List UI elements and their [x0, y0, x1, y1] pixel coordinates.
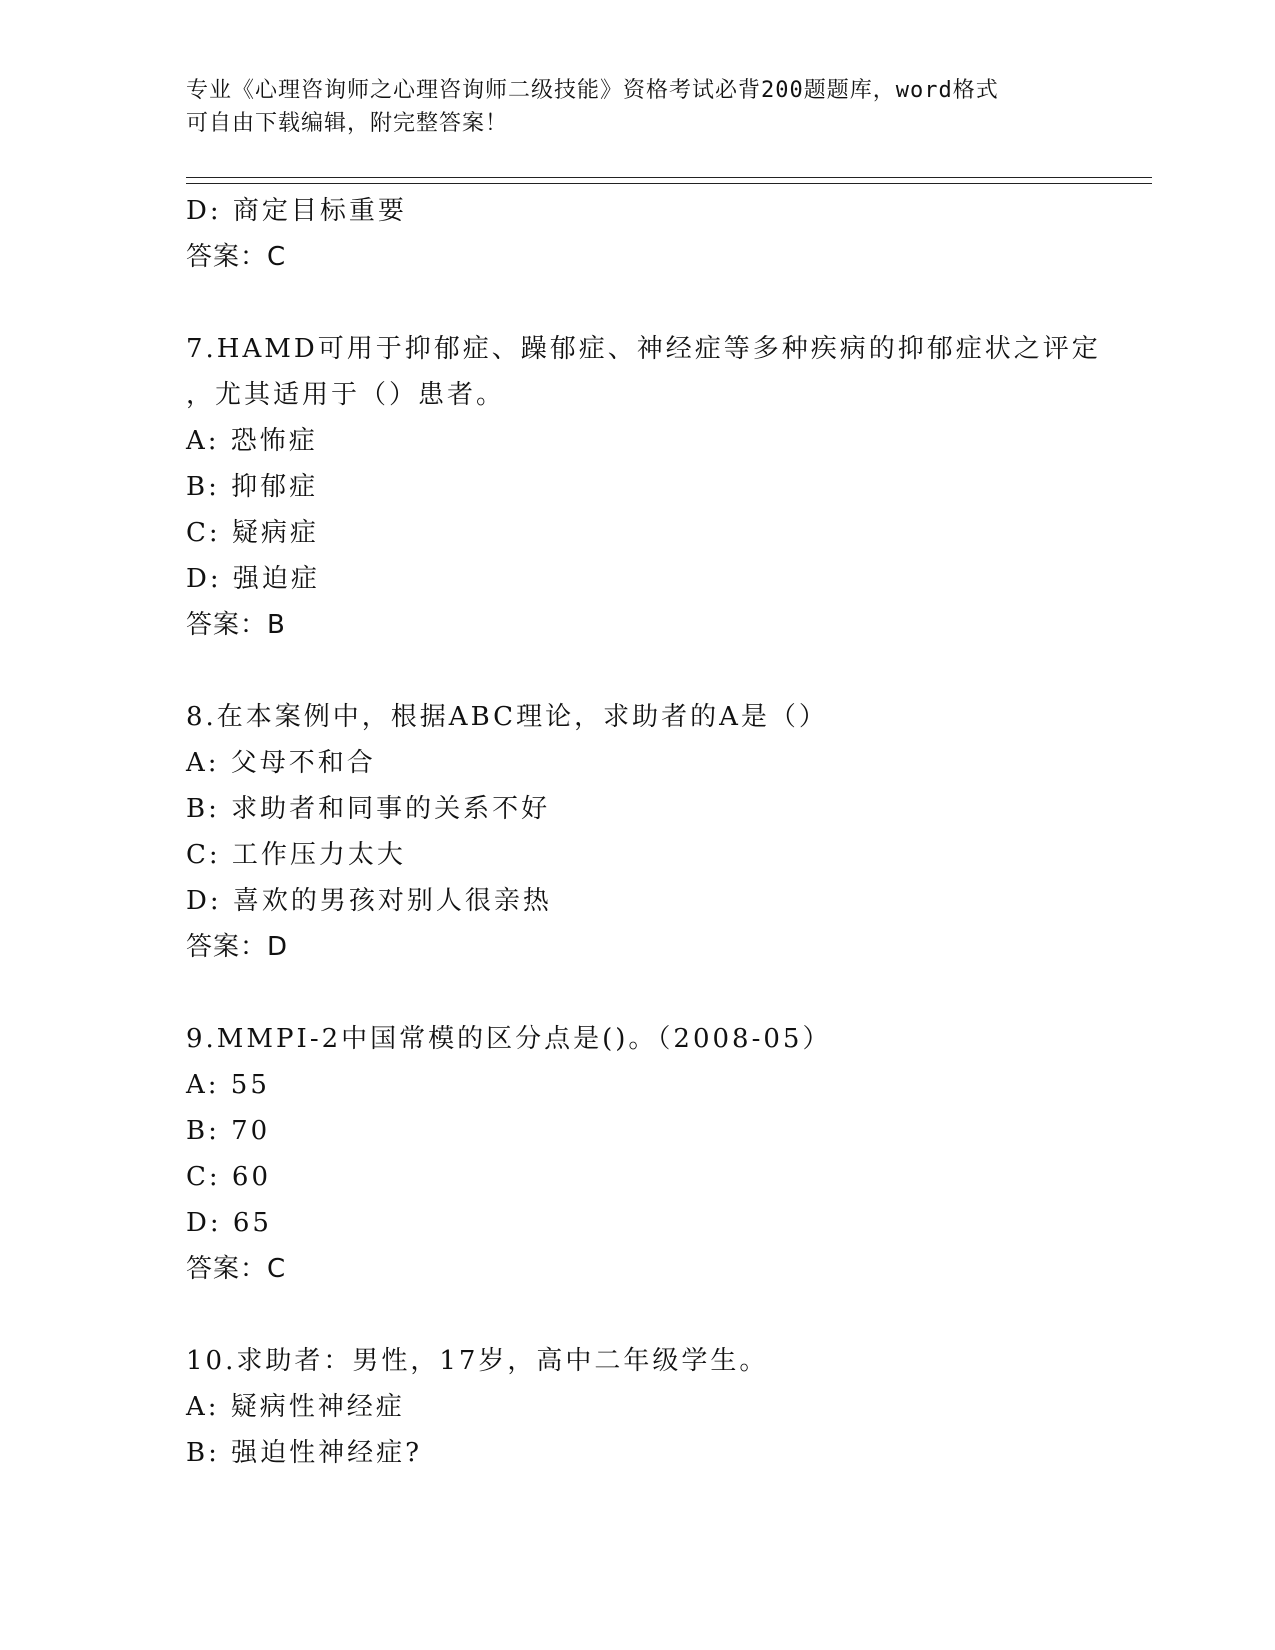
- question-9-option-a: A: 55: [186, 1070, 270, 1100]
- question-8-option-c: C: 工作压力太大: [186, 840, 406, 870]
- question-list: [186, 188, 1101, 1476]
- prev-option-d: D: 商定目标重要: [186, 196, 407, 226]
- question-10-stem: 10.求助者：男性，17岁，高中二年级学生。: [186, 1346, 769, 1376]
- question-gap: [186, 280, 1086, 326]
- question-10-option-a: A: 疑病性神经症: [186, 1392, 405, 1422]
- question-9-option-d: D: 65: [186, 1208, 272, 1238]
- question-8-option-a: A: 父母不和合: [186, 748, 376, 778]
- question-9-option-c: C: 60: [186, 1162, 272, 1192]
- question-9-stem: 9.MMPI-2中国常模的区分点是()。（2008-05）: [186, 1024, 832, 1054]
- header-divider-bottom: [186, 183, 1152, 184]
- question-gap: [186, 648, 1086, 694]
- question-gap: [186, 970, 1086, 1016]
- prev-answer: 答案：C: [186, 242, 287, 272]
- question-7-stem-line-2: ，尤其适用于（）患者。: [186, 380, 506, 410]
- question-8-option-d: D: 喜欢的男孩对别人很亲热: [186, 886, 552, 916]
- question-9-option-b: B: 70: [186, 1116, 271, 1146]
- question-10-option-b: B: 强迫性神经症?: [186, 1438, 423, 1468]
- question-gap: [186, 1292, 1086, 1338]
- question-8-stem: 8.在本案例中，根据ABC理论，求助者的A是（）: [186, 702, 828, 732]
- header-title-line-2: 可自由下载编辑，附完整答案！: [186, 111, 509, 136]
- question-7-option-a: A: 恐怖症: [186, 426, 318, 456]
- question-8-option-b: B: 求助者和同事的关系不好: [186, 794, 551, 824]
- header-title-line-1: 专业《心理咨询师之心理咨询师二级技能》资格考试必背200题题库，word格式: [186, 78, 999, 103]
- question-7-option-b: B: 抑郁症: [186, 472, 319, 502]
- document-header: [186, 74, 1086, 140]
- question-7-option-d: D: 强迫症: [186, 564, 320, 594]
- question-9-answer: 答案：C: [186, 1254, 287, 1284]
- question-7-stem-line-1: 7.HAMD可用于抑郁症、躁郁症、神经症等多种疾病的抑郁症状之评定: [186, 334, 1101, 364]
- question-7-option-c: C: 疑病症: [186, 518, 319, 548]
- header-divider-top: [186, 177, 1152, 178]
- question-8-answer: 答案：D: [186, 932, 289, 962]
- question-7-answer: 答案：B: [186, 610, 286, 640]
